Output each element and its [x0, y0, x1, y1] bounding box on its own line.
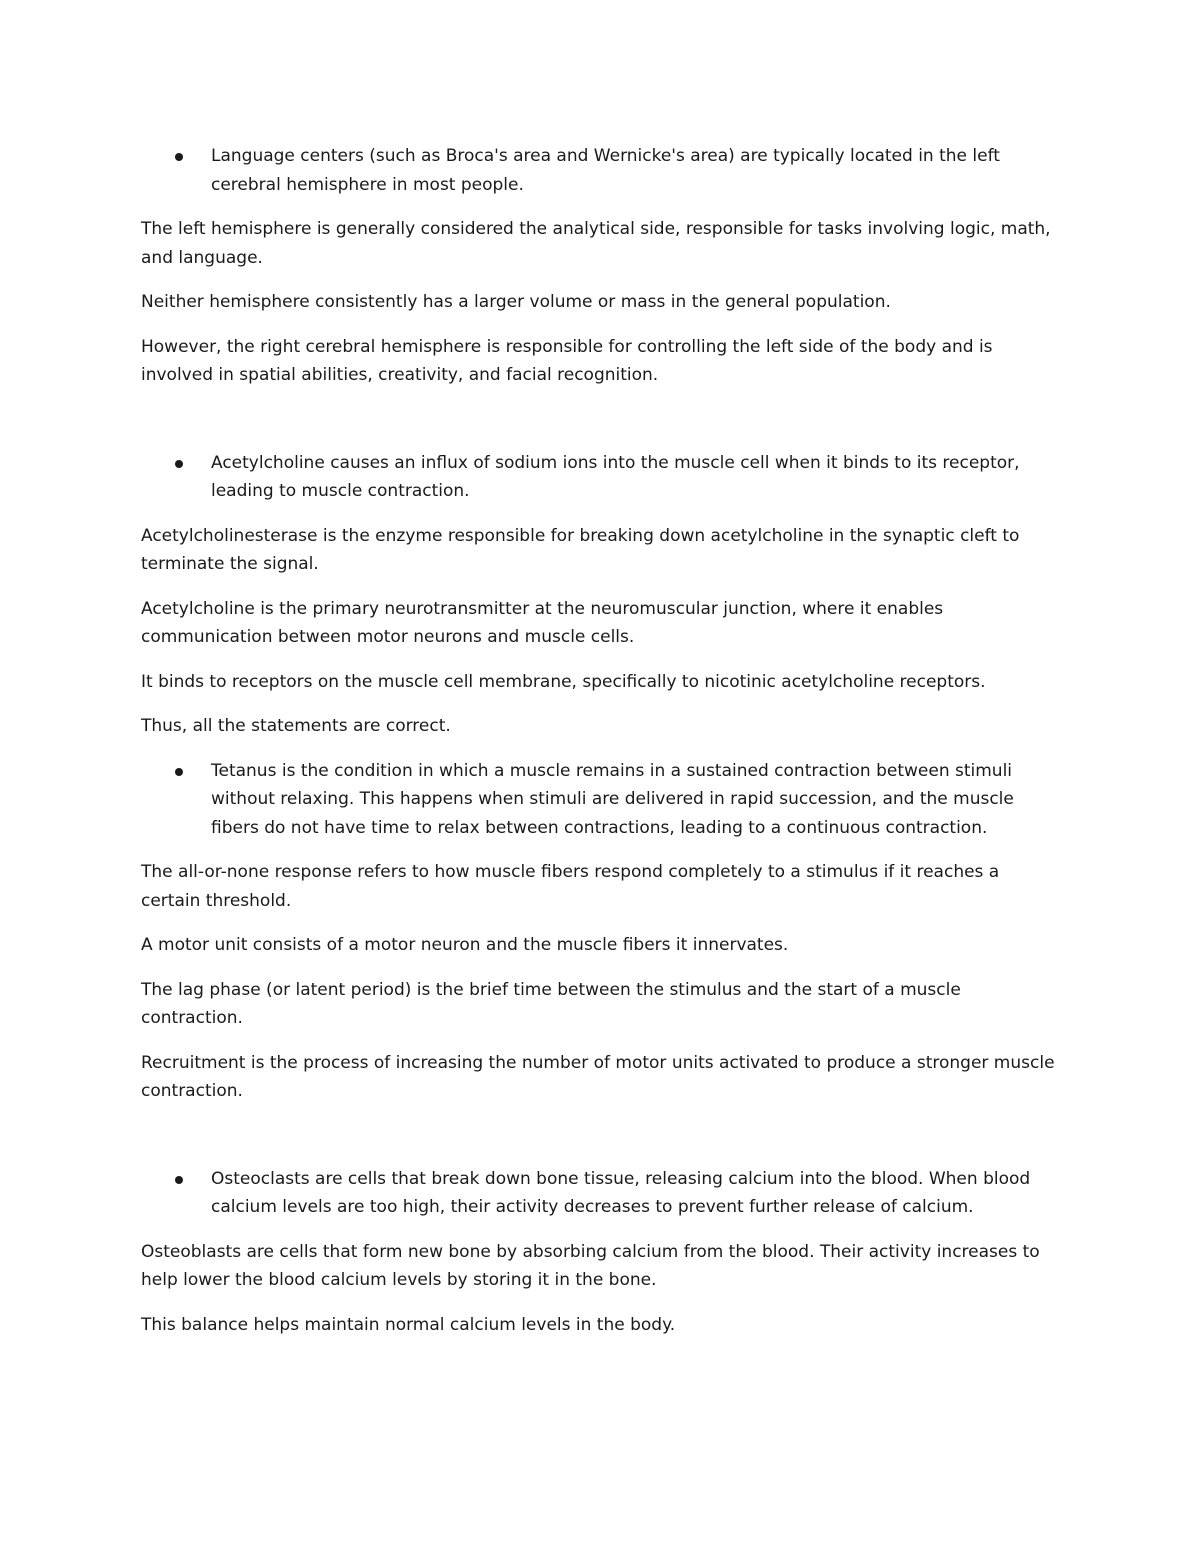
bullet-icon [175, 1176, 183, 1184]
paragraph: This balance helps maintain normal calcium levels in the body. [141, 1314, 676, 1335]
bullet-item [141, 1165, 1056, 1222]
paragraph: The left hemisphere is generally considered the analytical side, responsible for tasks involving logic, math, and language. [141, 219, 1051, 268]
bullet-icon [175, 153, 183, 161]
bullet-text: Acetylcholine causes an influx of sodium ions into the muscle cell when it binds to its receptor, leading to muscle contraction. [211, 452, 1020, 501]
paragraph: The lag phase (or latent period) is the brief time between the stimulus and the start of a muscle contraction. [141, 979, 961, 1028]
paragraph: Recruitment is the process of increasing the number of motor units activated to produce a stronger muscle contraction. [141, 1052, 1055, 1101]
paragraph: It binds to receptors on the muscle cell membrane, specifically to nicotinic acetylcholine receptors. [141, 671, 986, 692]
bullet-icon [175, 460, 183, 468]
paragraph: Acetylcholinesterase is the enzyme responsible for breaking down acetylcholine in the synaptic cleft to terminate the signal. [141, 525, 1020, 574]
bullet-item [141, 142, 1056, 199]
paragraph: The all-or-none response refers to how muscle fibers respond completely to a stimulus if it reaches a certain threshold. [141, 862, 1000, 911]
paragraph: A motor unit consists of a motor neuron and the muscle fibers it innervates. [141, 935, 789, 955]
bullet-icon [175, 768, 183, 776]
document-body [141, 142, 1056, 1355]
bullet-text: Osteoclasts are cells that break down bone tissue, releasing calcium into the blood. When blood calcium levels are too high, their activity decreases to prevent further release of calcium. [211, 1168, 1031, 1217]
bullet-item [141, 449, 1056, 506]
blank-line [141, 1122, 1056, 1165]
bullet-text: Language centers (such as Broca's area and Wernicke's area) are typically located in the left cerebral hemisphere in most people. [211, 146, 1000, 195]
paragraph: However, the right cerebral hemisphere is responsible for controlling the left side of the body and is involved in spatial abilities, creativity, and facial recognition. [141, 336, 993, 385]
blank-line [141, 406, 1056, 449]
paragraph: Acetylcholine is the primary neurotransmitter at the neuromuscular junction, where it enables communication between motor neurons and muscle cells. [141, 598, 944, 647]
bullet-item [141, 757, 1056, 843]
bullet-text: Tetanus is the condition in which a muscle remains in a sustained contraction between stimuli without relaxing. This happens when stimuli are delivered in rapid succession, and the muscle fibers do not have time to relax between contractions, leading to a continuous contraction. [211, 760, 1014, 838]
paragraph: Thus, all the statements are correct. [141, 716, 451, 736]
paragraph: Neither hemisphere consistently has a larger volume or mass in the general population. [141, 292, 891, 312]
paragraph: Osteoblasts are cells that form new bone by absorbing calcium from the blood. Their activity increases to help lower the blood calcium levels by storing it in the bone. [141, 1241, 1040, 1290]
